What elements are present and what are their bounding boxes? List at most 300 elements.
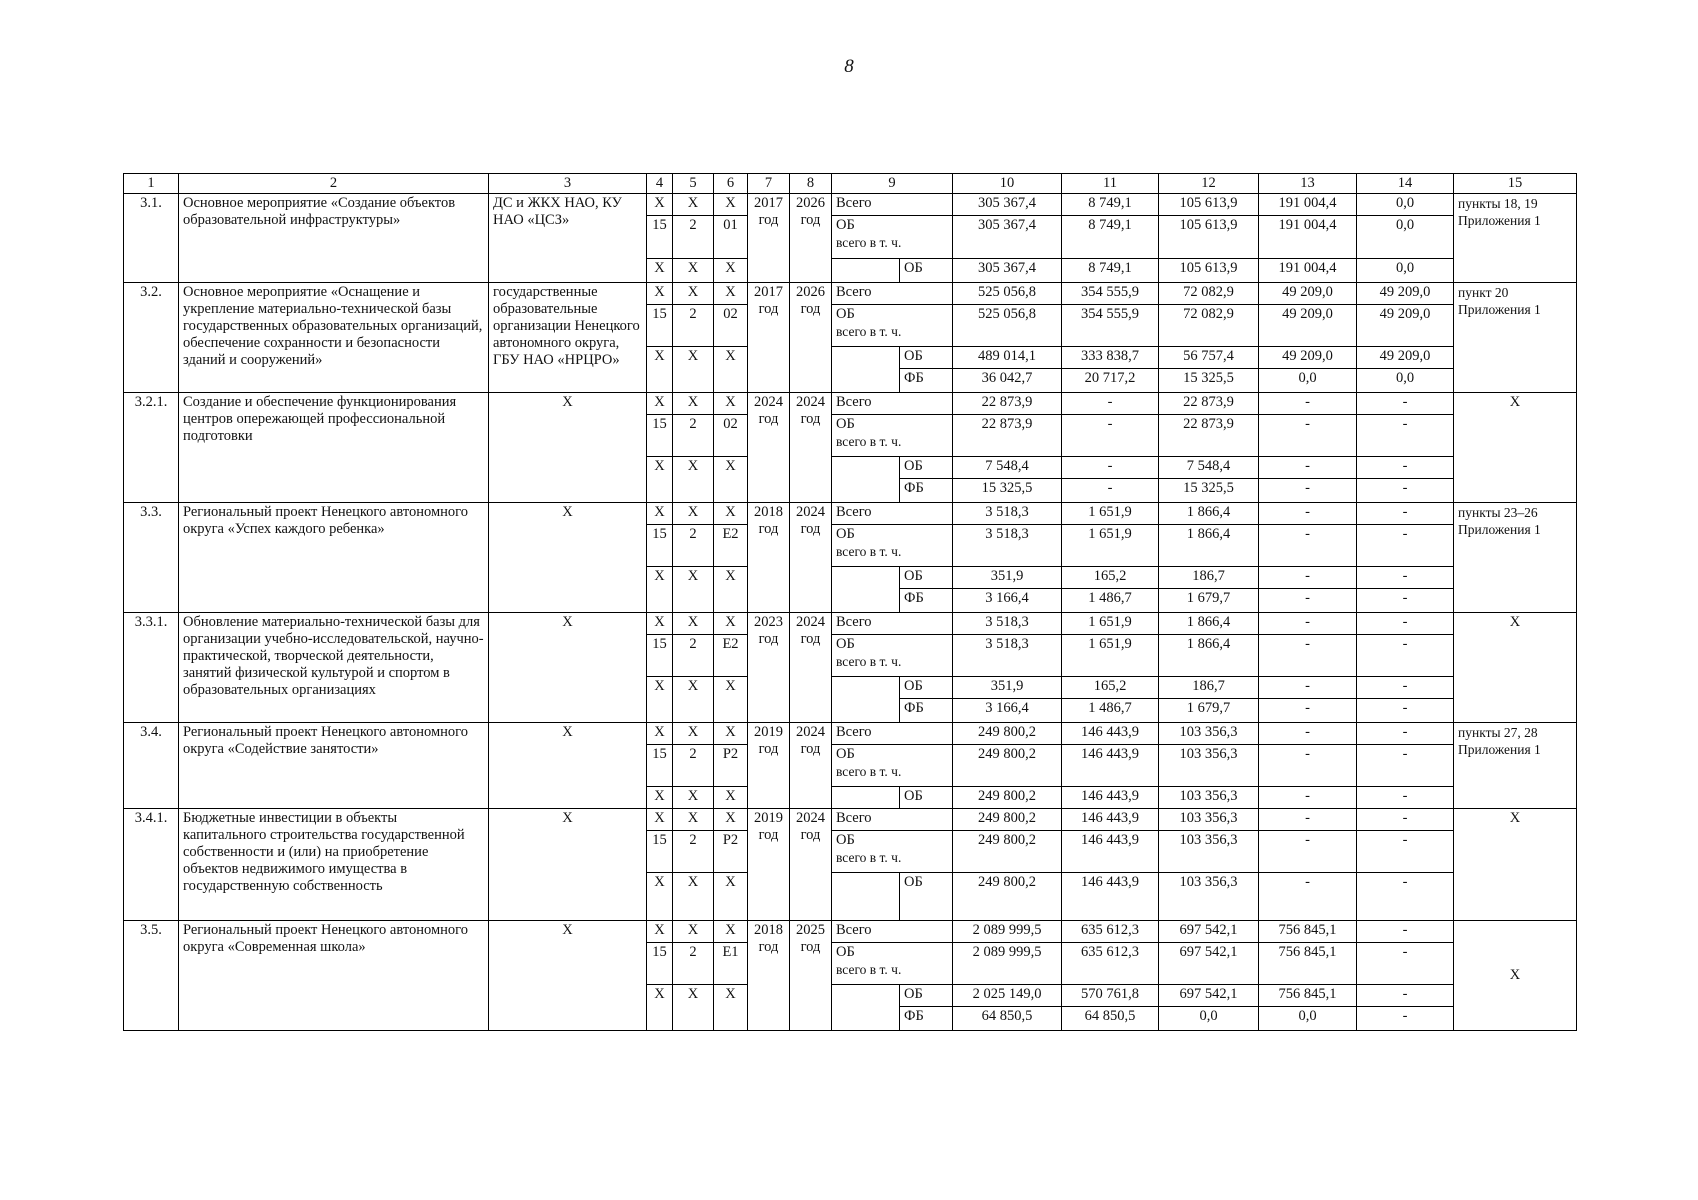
code-x: X — [714, 567, 748, 613]
code-x: X — [673, 921, 714, 943]
code-x: X — [714, 613, 748, 635]
end-year — [790, 393, 832, 503]
year-unit: год — [800, 212, 821, 228]
amount-cell: - — [1259, 831, 1357, 873]
year-unit: год — [800, 741, 821, 757]
start-year — [748, 921, 790, 1031]
amount-cell: - — [1259, 723, 1357, 745]
section-executor: ДС и ЖКХ НАО, КУ НАО «ЦСЗ» — [489, 194, 647, 283]
section-total-row — [124, 194, 1577, 216]
amount-cell: - — [1357, 873, 1454, 921]
section-executor: X — [489, 809, 647, 921]
code-x: X — [714, 873, 748, 921]
amount-cell: 0,0 — [1357, 194, 1454, 216]
amount-cell: - — [1259, 677, 1357, 699]
start-year-value: 2017 — [754, 284, 783, 300]
source-ob-label: ОБ — [836, 636, 855, 652]
amount-cell: 1 866,4 — [1159, 635, 1259, 677]
code-x: X — [714, 787, 748, 809]
source-total: Всего — [832, 503, 953, 525]
budget-code: E2 — [714, 525, 748, 567]
budget-code: 2 — [673, 415, 714, 457]
source-ob: ОБ — [900, 347, 953, 369]
source-blank — [832, 567, 900, 613]
section-number: 3.1. — [124, 194, 179, 283]
start-year-value: 2023 — [754, 614, 783, 630]
year-unit: год — [800, 521, 821, 537]
section-number: 3.4.1. — [124, 809, 179, 921]
amount-cell: - — [1259, 479, 1357, 503]
budget-code: 15 — [647, 635, 673, 677]
section-number: 3.3.1. — [124, 613, 179, 723]
amount-cell: 3 518,3 — [953, 613, 1062, 635]
source-ob-total — [832, 216, 953, 259]
year-unit: год — [758, 301, 779, 317]
budget-code: 2 — [673, 635, 714, 677]
amount-cell: 0,0 — [1259, 369, 1357, 393]
amount-cell: 2 025 149,0 — [953, 985, 1062, 1007]
amount-cell: 635 612,3 — [1062, 943, 1159, 985]
amount-cell: - — [1259, 745, 1357, 787]
source-ob: ОБ — [900, 873, 953, 921]
code-x: X — [673, 677, 714, 723]
budget-code: 15 — [647, 525, 673, 567]
source-blank — [832, 457, 900, 503]
code-x: X — [647, 393, 673, 415]
year-unit: год — [758, 411, 779, 427]
start-year — [748, 393, 790, 503]
budget-code: 2 — [673, 943, 714, 985]
amount-cell: 49 209,0 — [1259, 305, 1357, 347]
code-x: X — [647, 503, 673, 525]
amount-cell: 249 800,2 — [953, 723, 1062, 745]
section-note: пункты 27, 28 Приложения 1 — [1454, 723, 1577, 809]
amount-cell: 249 800,2 — [953, 809, 1062, 831]
col-header: 4 — [647, 174, 673, 194]
page-number: 8 — [844, 56, 854, 77]
col-header: 15 — [1454, 174, 1577, 194]
amount-cell: 146 443,9 — [1062, 809, 1159, 831]
col-header: 11 — [1062, 174, 1159, 194]
source-blank — [832, 873, 900, 921]
budget-code: 15 — [647, 305, 673, 347]
budget-code: 15 — [647, 216, 673, 259]
end-year-value: 2024 — [796, 614, 825, 630]
code-x: X — [673, 567, 714, 613]
col-header: 1 — [124, 174, 179, 194]
amount-cell: 3 166,4 — [953, 699, 1062, 723]
source-total: Всего — [832, 921, 953, 943]
amount-cell: 49 209,0 — [1259, 347, 1357, 369]
amount-cell: 1 866,4 — [1159, 613, 1259, 635]
amount-cell: - — [1259, 873, 1357, 921]
amount-cell: - — [1357, 921, 1454, 943]
col-header: 13 — [1259, 174, 1357, 194]
source-blank — [832, 985, 900, 1031]
amount-cell: 8 749,1 — [1062, 216, 1159, 259]
code-x: X — [647, 723, 673, 745]
source-ob-total — [832, 831, 953, 873]
amount-cell: 333 838,7 — [1062, 347, 1159, 369]
code-x: X — [647, 921, 673, 943]
amount-cell: 1 486,7 — [1062, 589, 1159, 613]
source-incl-label: всего в т. ч. — [836, 324, 902, 339]
source-ob-label: ОБ — [836, 746, 855, 762]
amount-cell: 146 443,9 — [1062, 745, 1159, 787]
source-ob-total — [832, 635, 953, 677]
budget-code: 2 — [673, 745, 714, 787]
section-note: пункт 20 Приложения 1 — [1454, 283, 1577, 393]
year-unit: год — [800, 939, 821, 955]
amount-cell: - — [1357, 635, 1454, 677]
amount-cell: - — [1357, 831, 1454, 873]
code-x: X — [647, 809, 673, 831]
amount-cell: 1 651,9 — [1062, 525, 1159, 567]
year-unit: год — [758, 939, 779, 955]
amount-cell: - — [1357, 393, 1454, 415]
source-ob-label: ОБ — [836, 217, 855, 233]
amount-cell: - — [1357, 457, 1454, 479]
amount-cell: 1 651,9 — [1062, 635, 1159, 677]
amount-cell: 186,7 — [1159, 677, 1259, 699]
amount-cell: 20 717,2 — [1062, 369, 1159, 393]
amount-cell: 0,0 — [1357, 216, 1454, 259]
amount-cell: - — [1357, 787, 1454, 809]
end-year-value: 2024 — [796, 810, 825, 826]
code-x: X — [714, 921, 748, 943]
section-name: Основное мероприятие «Создание объектов образовательной инфраструктуры» — [179, 194, 489, 283]
start-year-value: 2019 — [754, 810, 783, 826]
budget-code: 2 — [673, 831, 714, 873]
amount-cell: 3 518,3 — [953, 525, 1062, 567]
amount-cell: - — [1357, 503, 1454, 525]
source-fb: ФБ — [900, 1007, 953, 1031]
amount-cell: 72 082,9 — [1159, 283, 1259, 305]
amount-cell: 105 613,9 — [1159, 194, 1259, 216]
section-total-row — [124, 613, 1577, 635]
amount-cell: 249 800,2 — [953, 745, 1062, 787]
amount-cell: - — [1259, 787, 1357, 809]
section-note: X — [1454, 809, 1577, 921]
amount-cell: 1 651,9 — [1062, 613, 1159, 635]
source-fb: ФБ — [900, 699, 953, 723]
amount-cell: 305 367,4 — [953, 259, 1062, 283]
amount-cell: 22 873,9 — [1159, 415, 1259, 457]
end-year-value: 2024 — [796, 504, 825, 520]
code-x: X — [647, 347, 673, 393]
source-ob: ОБ — [900, 985, 953, 1007]
end-year — [790, 613, 832, 723]
code-x: X — [673, 873, 714, 921]
amount-cell: 0,0 — [1259, 1007, 1357, 1031]
amount-cell: 105 613,9 — [1159, 216, 1259, 259]
source-fb: ФБ — [900, 479, 953, 503]
col-header: 7 — [748, 174, 790, 194]
amount-cell: 103 356,3 — [1159, 723, 1259, 745]
amount-cell: 49 209,0 — [1357, 283, 1454, 305]
start-year-value: 2019 — [754, 724, 783, 740]
amount-cell: - — [1357, 589, 1454, 613]
source-total: Всего — [832, 809, 953, 831]
amount-cell: 525 056,8 — [953, 283, 1062, 305]
amount-cell: 1 679,7 — [1159, 589, 1259, 613]
year-unit: год — [758, 827, 779, 843]
amount-cell: 7 548,4 — [1159, 457, 1259, 479]
code-x: X — [673, 259, 714, 283]
amount-cell: 64 850,5 — [1062, 1007, 1159, 1031]
amount-cell: - — [1357, 567, 1454, 589]
amount-cell: 756 845,1 — [1259, 921, 1357, 943]
source-incl-label: всего в т. ч. — [836, 962, 902, 977]
amount-cell: - — [1062, 415, 1159, 457]
source-ob: ОБ — [900, 677, 953, 699]
section-note: X — [1454, 613, 1577, 723]
budget-code: 15 — [647, 943, 673, 985]
source-blank — [832, 787, 900, 809]
col-header: 14 — [1357, 174, 1454, 194]
amount-cell: 570 761,8 — [1062, 985, 1159, 1007]
amount-cell: - — [1259, 415, 1357, 457]
end-year-value: 2026 — [796, 284, 825, 300]
start-year-value: 2018 — [754, 504, 783, 520]
section-note: пункты 18, 19 Приложения 1 — [1454, 194, 1577, 283]
code-x: X — [673, 985, 714, 1031]
budget-code: E2 — [714, 635, 748, 677]
amount-cell: - — [1357, 985, 1454, 1007]
end-year — [790, 809, 832, 921]
amount-cell: 191 004,4 — [1259, 216, 1357, 259]
code-x: X — [647, 194, 673, 216]
section-name: Основное мероприятие «Оснащение и укрепление материально-технической базы государственных образовательных организаций, обеспечение сохранности и безопасности зданий и сооружений» — [179, 283, 489, 393]
code-x: X — [647, 457, 673, 503]
section-executor: X — [489, 393, 647, 503]
code-x: X — [673, 457, 714, 503]
source-incl-label: всего в т. ч. — [836, 235, 902, 250]
amount-cell: - — [1259, 635, 1357, 677]
amount-cell: 49 209,0 — [1357, 347, 1454, 369]
section-note: X — [1454, 393, 1577, 503]
amount-cell: - — [1062, 479, 1159, 503]
amount-cell: 697 542,1 — [1159, 985, 1259, 1007]
start-year-value: 2024 — [754, 394, 783, 410]
section-executor: X — [489, 503, 647, 613]
start-year — [748, 809, 790, 921]
code-x: X — [647, 259, 673, 283]
source-ob: ОБ — [900, 259, 953, 283]
amount-cell: 146 443,9 — [1062, 787, 1159, 809]
amount-cell: 756 845,1 — [1259, 943, 1357, 985]
year-unit: год — [800, 631, 821, 647]
col-header: 10 — [953, 174, 1062, 194]
budget-code: P2 — [714, 745, 748, 787]
source-blank — [832, 677, 900, 723]
code-x: X — [714, 677, 748, 723]
source-ob-total — [832, 525, 953, 567]
amount-cell: - — [1357, 943, 1454, 985]
end-year — [790, 503, 832, 613]
amount-cell: 3 518,3 — [953, 503, 1062, 525]
amount-cell: 186,7 — [1159, 567, 1259, 589]
amount-cell: 36 042,7 — [953, 369, 1062, 393]
col-header: 8 — [790, 174, 832, 194]
amount-cell: 305 367,4 — [953, 216, 1062, 259]
section-note: пункты 23–26 Приложения 1 — [1454, 503, 1577, 613]
amount-cell: - — [1357, 415, 1454, 457]
budget-code: 15 — [647, 831, 673, 873]
code-x: X — [714, 347, 748, 393]
amount-cell: - — [1259, 393, 1357, 415]
budget-code: P2 — [714, 831, 748, 873]
code-x: X — [714, 283, 748, 305]
amount-cell: 305 367,4 — [953, 194, 1062, 216]
code-x: X — [647, 787, 673, 809]
section-number: 3.4. — [124, 723, 179, 809]
year-unit: год — [800, 411, 821, 427]
budget-code: 2 — [673, 216, 714, 259]
amount-cell: 22 873,9 — [1159, 393, 1259, 415]
source-total: Всего — [832, 283, 953, 305]
amount-cell: 697 542,1 — [1159, 943, 1259, 985]
source-total: Всего — [832, 723, 953, 745]
section-total-row — [124, 809, 1577, 831]
amount-cell: 3 166,4 — [953, 589, 1062, 613]
section-number: 3.2.1. — [124, 393, 179, 503]
code-x: X — [714, 503, 748, 525]
amount-cell: 249 800,2 — [953, 873, 1062, 921]
budget-code: 01 — [714, 216, 748, 259]
amount-cell: 105 613,9 — [1159, 259, 1259, 283]
end-year — [790, 723, 832, 809]
amount-cell: - — [1259, 809, 1357, 831]
end-year-value: 2025 — [796, 922, 825, 938]
source-fb: ФБ — [900, 369, 953, 393]
source-ob-label: ОБ — [836, 416, 855, 432]
end-year — [790, 194, 832, 283]
code-x: X — [647, 677, 673, 723]
amount-cell: 354 555,9 — [1062, 283, 1159, 305]
source-total: Всего — [832, 393, 953, 415]
amount-cell: - — [1259, 589, 1357, 613]
code-x: X — [714, 259, 748, 283]
amount-cell: 697 542,1 — [1159, 921, 1259, 943]
amount-cell: - — [1357, 479, 1454, 503]
section-name: Создание и обеспечение функционирования центров опережающей профессиональной подготовки — [179, 393, 489, 503]
source-ob-label: ОБ — [836, 832, 855, 848]
amount-cell: 15 325,5 — [953, 479, 1062, 503]
amount-cell: 489 014,1 — [953, 347, 1062, 369]
amount-cell: 103 356,3 — [1159, 831, 1259, 873]
budget-code: 02 — [714, 415, 748, 457]
source-ob-total — [832, 943, 953, 985]
source-total: Всего — [832, 194, 953, 216]
code-x: X — [647, 985, 673, 1031]
code-x: X — [647, 283, 673, 305]
section-name: Региональный проект Ненецкого автономного округа «Современная школа» — [179, 921, 489, 1031]
amount-cell: - — [1062, 457, 1159, 479]
amount-cell: 0,0 — [1159, 1007, 1259, 1031]
amount-cell: 22 873,9 — [953, 415, 1062, 457]
amount-cell: - — [1259, 457, 1357, 479]
end-year-value: 2026 — [796, 195, 825, 211]
amount-cell: - — [1357, 613, 1454, 635]
budget-code: E1 — [714, 943, 748, 985]
amount-cell: 7 548,4 — [953, 457, 1062, 479]
source-fb: ФБ — [900, 589, 953, 613]
col-header: 2 — [179, 174, 489, 194]
source-ob-total — [832, 415, 953, 457]
section-total-row — [124, 921, 1577, 943]
section-executor: государственные образовательные организации Ненецкого автономного округа, ГБУ НАО «НРЦРО» — [489, 283, 647, 393]
amount-cell: 103 356,3 — [1159, 809, 1259, 831]
amount-cell: 635 612,3 — [1062, 921, 1159, 943]
col-header: 3 — [489, 174, 647, 194]
amount-cell: 146 443,9 — [1062, 831, 1159, 873]
source-ob: ОБ — [900, 457, 953, 479]
section-number: 3.3. — [124, 503, 179, 613]
code-x: X — [673, 787, 714, 809]
amount-cell: 0,0 — [1357, 259, 1454, 283]
amount-cell: - — [1259, 525, 1357, 567]
source-incl-label: всего в т. ч. — [836, 654, 902, 669]
amount-cell: 525 056,8 — [953, 305, 1062, 347]
amount-cell: - — [1357, 525, 1454, 567]
code-x: X — [714, 393, 748, 415]
amount-cell: 1 679,7 — [1159, 699, 1259, 723]
code-x: X — [647, 873, 673, 921]
amount-cell: 756 845,1 — [1259, 985, 1357, 1007]
section-executor: X — [489, 613, 647, 723]
section-name: Региональный проект Ненецкого автономного округа «Содействие занятости» — [179, 723, 489, 809]
year-unit: год — [800, 301, 821, 317]
amount-cell: - — [1357, 745, 1454, 787]
code-x: X — [714, 809, 748, 831]
code-x: X — [673, 347, 714, 393]
amount-cell: 146 443,9 — [1062, 723, 1159, 745]
amount-cell: - — [1357, 1007, 1454, 1031]
start-year — [748, 503, 790, 613]
start-year — [748, 613, 790, 723]
year-unit: год — [758, 631, 779, 647]
section-name: Бюджетные инвестиции в объекты капитального строительства государственной собственности и (или) на приобретение объектов недвижимого имущества в государственную собственность — [179, 809, 489, 921]
source-incl-label: всего в т. ч. — [836, 544, 902, 559]
amount-cell: 15 325,5 — [1159, 369, 1259, 393]
section-note: X — [1454, 921, 1577, 1031]
amount-cell: 103 356,3 — [1159, 873, 1259, 921]
amount-cell: - — [1062, 393, 1159, 415]
source-blank — [832, 259, 900, 283]
amount-cell: 165,2 — [1062, 677, 1159, 699]
amount-cell: - — [1259, 699, 1357, 723]
amount-cell: - — [1357, 723, 1454, 745]
source-ob: ОБ — [900, 567, 953, 589]
section-name: Обновление материально-технической базы для организации учебно-исследовательской, научно-практической, творческой деятельности, занятий физической культурой и спортом в образовательных организациях — [179, 613, 489, 723]
section-executor: X — [489, 723, 647, 809]
amount-cell: 22 873,9 — [953, 393, 1062, 415]
col-header: 6 — [714, 174, 748, 194]
code-x: X — [673, 613, 714, 635]
amount-cell: 8 749,1 — [1062, 259, 1159, 283]
amount-cell: 103 356,3 — [1159, 787, 1259, 809]
amount-cell: 146 443,9 — [1062, 873, 1159, 921]
amount-cell: 15 325,5 — [1159, 479, 1259, 503]
col-header: 12 — [1159, 174, 1259, 194]
amount-cell: - — [1357, 677, 1454, 699]
source-ob-total — [832, 745, 953, 787]
end-year-value: 2024 — [796, 394, 825, 410]
section-number: 3.2. — [124, 283, 179, 393]
amount-cell: 49 209,0 — [1357, 305, 1454, 347]
amount-cell: 351,9 — [953, 567, 1062, 589]
